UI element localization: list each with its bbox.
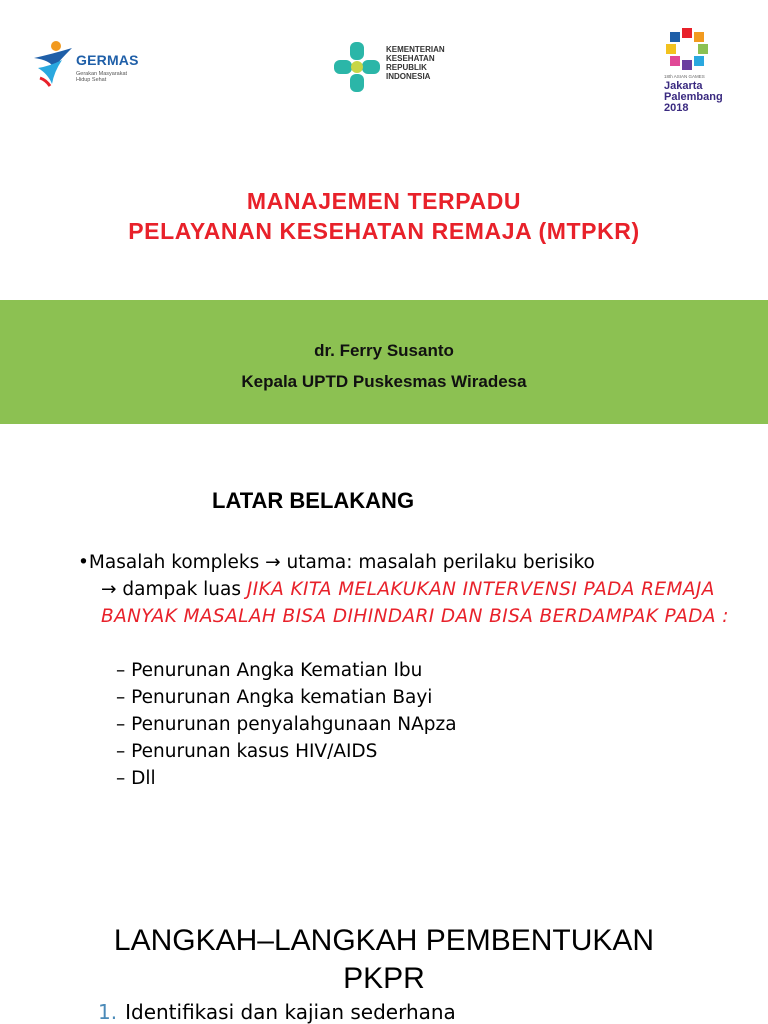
list-item: – Penurunan kasus HIV/AIDS (116, 741, 378, 762)
kemenkes-line: INDONESIA (386, 72, 431, 81)
list-item: – Penurunan penyalahgunaan NApza (116, 714, 457, 735)
list-item: – Penurunan Angka kematian Bayi (116, 687, 433, 708)
bullet-text: → dampak luas (101, 579, 247, 600)
heading-line: PKPR (343, 962, 425, 995)
asian-games-logo (660, 26, 740, 121)
asian-games-line: Palembang (664, 91, 723, 103)
asian-games-small: 18th ASIAN GAMES (664, 74, 705, 79)
germas-logo (32, 38, 162, 98)
kemenkes-line: KESEHATAN (386, 54, 435, 63)
author-block (0, 335, 768, 397)
heading-line: LANGKAH–LANGKAH PEMBENTUKAN (113, 924, 655, 957)
background-paragraph (78, 549, 738, 630)
asian-games-line: Jakarta (664, 80, 703, 92)
title-line: MANAJEMEN TERPADU (246, 188, 522, 214)
asian-games-emblem-icon (664, 26, 710, 72)
slide1-title (0, 186, 768, 246)
author-position: Kepala UPTD Puskesmas Wiradesa (241, 372, 527, 391)
list-item: – Penurunan Angka Kematian Ibu (116, 660, 423, 681)
germas-sub: Gerakan Masyarakat Hidup Sehat (76, 71, 128, 83)
list-item: – Dll (116, 768, 156, 789)
highlight-text: JIKA KITA MELAKUKAN INTERVENSI PADA REMAJA BANYAK MASALAH BISA DIHINDARI DAN BISA BERDAMPAK PADA : (101, 579, 729, 627)
kemenkes-line: KEMENTERIAN (386, 45, 445, 54)
step-text: Identifikasi dan kajian sederhana (125, 1000, 456, 1024)
asian-games-text (664, 81, 723, 114)
kemenkes-logo (332, 40, 472, 100)
bullet-icon: • (78, 552, 89, 573)
kemenkes-emblem-icon (332, 40, 382, 96)
title-line: PELAYANAN KESEHATAN REMAJA (MTPKR) (128, 218, 640, 244)
asian-games-line: 2018 (664, 102, 689, 114)
slide2-heading: LATAR BELAKANG (212, 488, 415, 513)
impact-list (116, 657, 457, 792)
bullet-continuation (88, 576, 738, 630)
germas-figure-icon (32, 38, 76, 88)
step-number: 1. (98, 1000, 118, 1024)
bullet-text: Masalah kompleks → utama: masalah perilaku berisiko (88, 552, 595, 573)
author-name: dr. Ferry Susanto (314, 341, 454, 360)
kemenkes-text (386, 45, 466, 81)
slide3-heading (0, 922, 768, 998)
step-item (98, 1000, 456, 1024)
germas-name: GERMAS (76, 52, 139, 68)
kemenkes-line: REPUBLIK (386, 63, 427, 72)
